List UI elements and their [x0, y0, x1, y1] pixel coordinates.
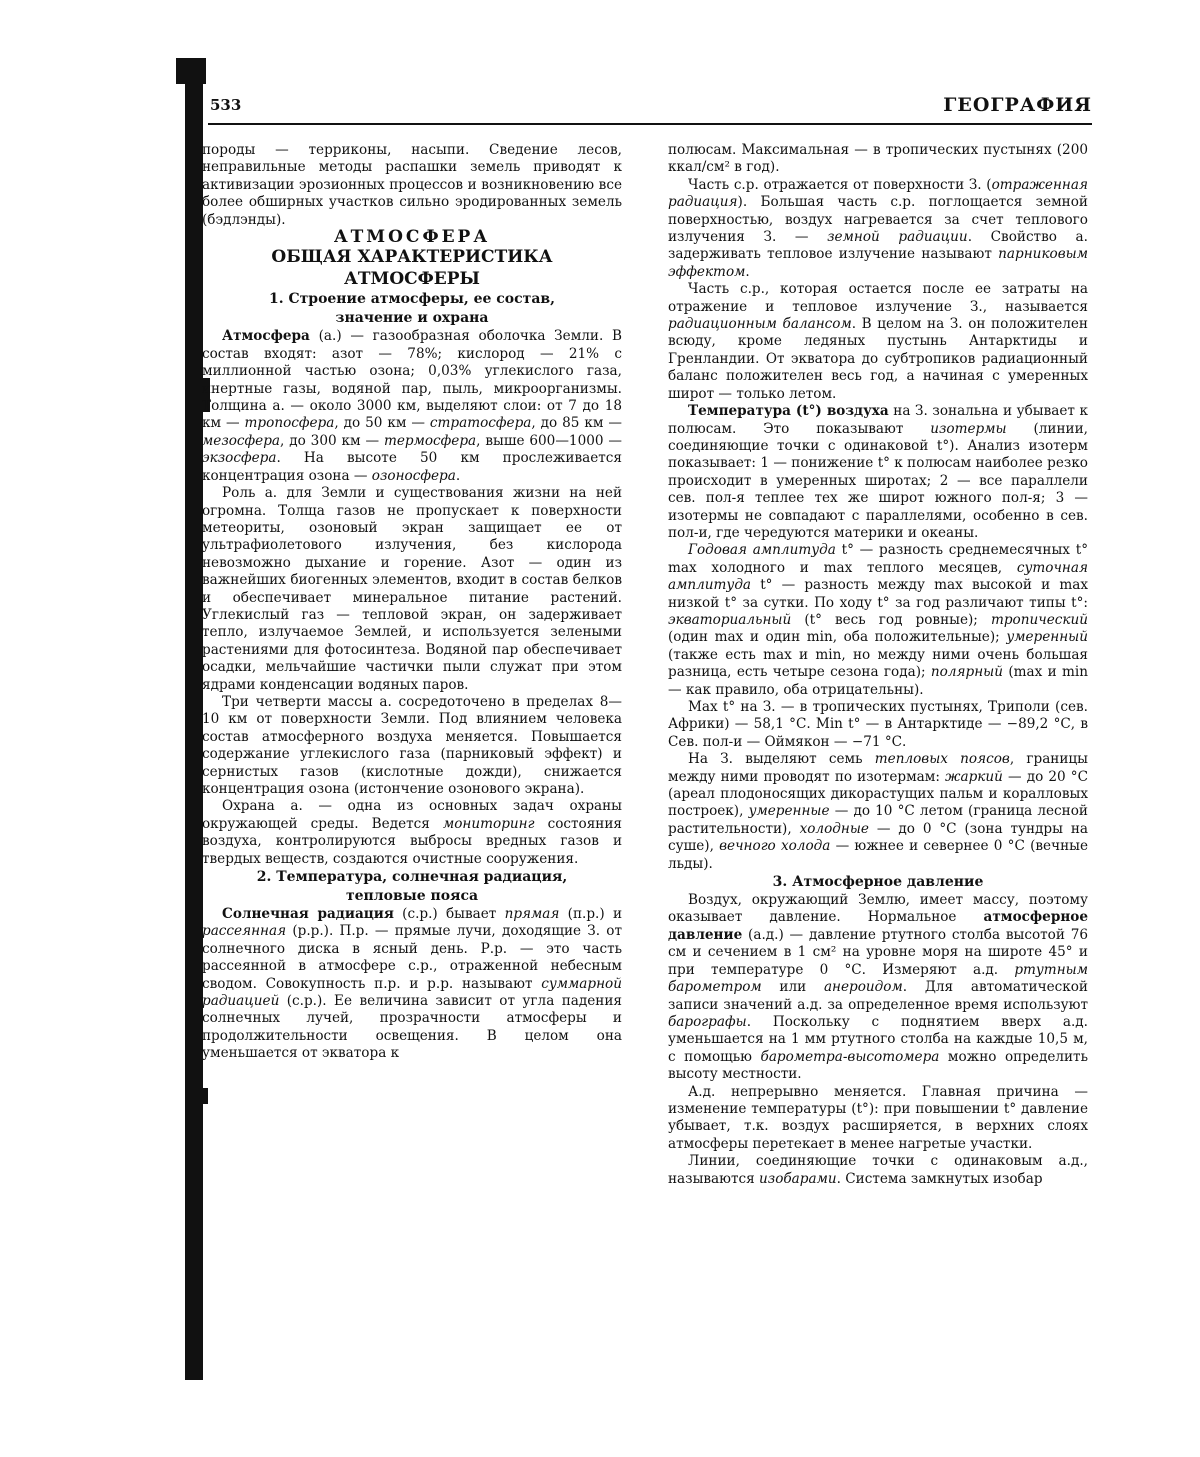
term-isobars: изобарами — [759, 1170, 837, 1187]
paragraph-isobars: Линии, соединяющие точки с одинаковым а.д., называются изобарами. Система замкнутых изобар — [668, 1153, 1088, 1187]
term-total-radiation: суммарной радиацией — [202, 975, 622, 1010]
term-temperate: умеренный — [1006, 629, 1088, 646]
paragraph-atmosphere-mass: Три четверти массы а. сосредоточено в пределах 8—10 км от поверхности Земли. Под влиянием человека состав атмосферного воздуха меняется. Повышается содержание углекислого газа (парниковый эффект) и сернистых газов (кислотные дожди), снижается концентрация озона (истончение озонового экрана). — [202, 693, 622, 797]
subsection-1-title-line-2: значение и охрана — [335, 310, 489, 327]
term-cold: холодные — [799, 820, 869, 837]
term-reflected-radiation: отраженная радиация — [668, 176, 1088, 211]
subsection-2-title-line-2: тепловые пояса — [345, 888, 479, 905]
term-monitoring: мониторинг — [442, 815, 535, 832]
paragraph-intro: породы — терриконы, насыпи. Сведение лесов, неправильные методы распашки земель приводят к активизации эрозионных процессов и возникновению все более обширных участков сильно эродированных земель (бэдлэнды). — [202, 142, 622, 228]
paragraph-reflected-radiation: Часть с.р. отражается от поверхности З. (отраженная радиация). Большая часть с.р. поглощается земной поверхностью, воздух нагревается за счет теплового излучения З. — земной радиации. Свойство а. задерживать тепловое излучение называют парниковым эффектом. — [668, 176, 1088, 280]
term-earth-radiation: земной радиации — [827, 229, 968, 246]
right-column — [668, 142, 1088, 1188]
running-head: ГЕОГРАФИЯ — [943, 94, 1092, 116]
binding-mark-lower — [196, 1088, 208, 1104]
binding-edge — [185, 58, 203, 1380]
term-diffuse: рассеянная — [202, 923, 287, 940]
term-mercury-barometer: ртутным барометром — [668, 961, 1088, 996]
left-column — [202, 142, 622, 1063]
term-isotherms: изотермы — [930, 420, 1007, 437]
subsection-3-title: 3. Атмосферное давление — [772, 874, 984, 891]
subsection-1-title-line-1: 1. Строение атмосферы, ее состав, — [268, 291, 556, 308]
term-atmosphere: Атмосфера — [222, 328, 310, 345]
chapter-title — [202, 246, 622, 290]
term-solar-radiation: Солнечная радиация — [222, 906, 394, 923]
term-troposphere: тропосфера — [244, 415, 335, 432]
header-rule — [208, 123, 1092, 125]
paragraph-pressure-change: А.д. непрерывно меняется. Главная причина — изменение температуры (t°): при повышении t° давление убывает, т.к. воздух расширяется, в верхних слоях атмосферы перетекает в менее нагретые участки. — [668, 1083, 1088, 1152]
paragraph-atmosphere-definition: Атмосфера (а.) — газообразная оболочка Земли. В состав входят: азот — 78%; кислород — 21% с миллионной частью озона; 0,03% углекислого газа, инертные газы, водяной пар, пыль, микроорганизмы. Толщина а. — около 3000 км, выделяют слои: от 7 до 18 км — тропосфера, до 50 км — стратосфера, до 85 км — мезосфера, до 300 км — термосфера, выше 600—1000 — экзосфера. На высоте 50 км прослеживается концентрация озона — озоносфера. — [202, 328, 622, 484]
term-stratosphere: стратосфера — [429, 415, 532, 432]
paragraph-atmosphere-role: Роль а. для Земли и существования жизни на ней огромна. Толща газов не пропускает к поверхности метеориты, озоновый экран защищает ее от ультрафиолетового излучения, без кислорода невозможно дыхание и горение. Азот — один из важнейших биогенных элементов, входит в состав белков и обеспечивает минеральное питание растений. Углекислый газ — тепловой экран, он задерживает тепло, излучаемое Землей, и используется зелеными растениями для фотосинтеза. Водяной пар обеспечивает осадки, мельчайшие частички пыли служат при этом ядрами конденсации водяных паров. — [202, 485, 622, 693]
term-thermal-belts: тепловых поясов — [874, 751, 1010, 768]
paragraph-temperature-extremes: Max t° на З. — в тропических пустынях, Триполи (сев. Африки) — 58,1 °С. Min t° — в Антарктиде — −89,2 °С, в Сев. пол-и — Оймякон — −71 °С. — [668, 699, 1088, 750]
page-number: 533 — [210, 96, 242, 114]
paragraph-atmosphere-protection: Охрана а. — одна из основных задач охраны окружающей среды. Ведется мониторинг состояния воздуха, контролируются выбросы вредных газов и твердых веществ, создаются очистные сооружения. — [202, 798, 622, 867]
term-annual-amplitude: Годовая амплитуда — [688, 542, 836, 559]
term-barographs: барографы — [668, 1013, 747, 1030]
term-thermosphere: термосфера — [383, 432, 477, 449]
term-radiation-balance: радиационным балансом — [668, 316, 852, 333]
term-temperate-belts: умеренные — [748, 803, 830, 820]
term-direct: прямая — [504, 906, 560, 923]
term-exosphere: экзосфера — [202, 450, 277, 467]
term-daily-amplitude: суточная амплитуда — [668, 559, 1088, 594]
subsection-1-title — [202, 290, 622, 328]
term-hot: жаркий — [945, 768, 1003, 785]
paragraph-air-temperature: Температура (t°) воздуха на З. зональна и убывает к полюсам. Это показывают изотермы (линии, соединяющие точки с одинаковой t°). Анализ изотерм показывает: 1 — понижение t° к полюсам наиболее резко происходит в умеренных широтах; 2 — все параллели сев. пол-я теплее тех же широт южного пол-я; 3 — изотермы не совпадают с параллелями, особенно в сев. пол-и, где чередуются материки и океаны. — [668, 403, 1088, 541]
term-barometer-altimeter: барометра-высотомера — [760, 1048, 940, 1065]
term-tropical: тропический — [990, 611, 1088, 628]
term-greenhouse-effect: парниковым эффектом — [668, 246, 1088, 280]
term-equatorial: экваториальный — [668, 611, 792, 628]
paragraph-radiation-balance: Часть с.р., которая остается после ее затраты на отражение и тепловое излучение З., называется радиационным балансом. В целом на З. он положителен всюду, кроме ледяных пустынь Антарктиды и Гренландии. От экватора до субтропиков радиационный баланс положителен весь год, а начиная с умеренных широт — только летом. — [668, 281, 1088, 402]
subsection-2-title-line-1: 2. Температура, солнечная радиация, — [256, 869, 568, 886]
term-ozonosphere: озоносфера — [371, 467, 456, 484]
subsection-2-title — [202, 868, 622, 906]
chapter-title-line-2: АТМОСФЕРЫ — [344, 269, 480, 290]
term-mesosphere: мезосфера — [202, 432, 281, 449]
term-polar: полярный — [930, 664, 1003, 681]
paragraph-continuation: полюсам. Максимальная — в тропических пустынях (200 ккал/см² в год). — [668, 142, 1088, 176]
term-eternal-frost: вечного холода — [719, 838, 831, 855]
paragraph-amplitude: Годовая амплитуда t° — разность среднемесячных t° max холодного и max теплого месяцев, суточная амплитуда t° — разность между max высокой и max низкой t° за сутки. По ходу t° за год различают типы t°: экваториальный (t° весь год ровные); тропический (один max и один min, оба положительные); умеренный (также есть max и min, но между ними очень большая разница, есть четыре сезона года); полярный (max и min — как правило, оба отрицательны). — [668, 542, 1089, 698]
term-aneroid: анероидом — [823, 979, 903, 996]
paragraph-atmospheric-pressure: Воздух, окружающий Землю, имеет массу, поэтому оказывает давление. Нормальное атмосферное давление (а.д.) — давление ртутного столба высотой 76 см и сечением в 1 см² на уровне моря на широте 45° и при температуре 0 °С. Измеряют а.д. ртутным барометром или анероидом. Для автоматической записи значений а.д. за определенное время используют барографы. Поскольку с поднятием вверх а.д. уменьшается на 1 мм ртутного столба на каждые 10,5 м, с помощью барометра-высотомера можно определить высоту местности. — [668, 892, 1088, 1083]
term-atmospheric-pressure: атмосферное давление — [668, 909, 1088, 943]
paragraph-solar-radiation: Солнечная радиация (с.р.) бывает прямая (п.р.) и рассеянная (р.р.). П.р. — прямые лучи, доходящие З. от солнечного диска в ясный день. Р.р. — это часть рассеянной в атмосфере с.р., отраженной небесным сводом. Совокупность п.р. и р.р. называют суммарной радиацией (с.р.). Ее величина зависит от угла падения солнечных лучей, прозрачности атмосферы и продолжительности освещения. В целом она уменьшается от экватора к — [202, 906, 623, 1062]
section-title: АТМОСФЕРА — [333, 227, 491, 248]
term-air-temperature: Температура (t°) воздуха — [688, 403, 889, 420]
paragraph-thermal-belts: На З. выделяют семь тепловых поясов, границы между ними проводят по изотермам: жаркий — до 20 °С (ареал плодоносящих дикорастущих пальм и коралловых построек), умеренные — до 10 °С летом (граница лесной растительности), холодные — до 0 °С (зона тундры на суше), вечного холода — южнее и севернее 0 °С (вечные льды). — [668, 751, 1088, 872]
chapter-title-line-1: ОБЩАЯ ХАРАКТЕРИСТИКА — [271, 247, 553, 268]
